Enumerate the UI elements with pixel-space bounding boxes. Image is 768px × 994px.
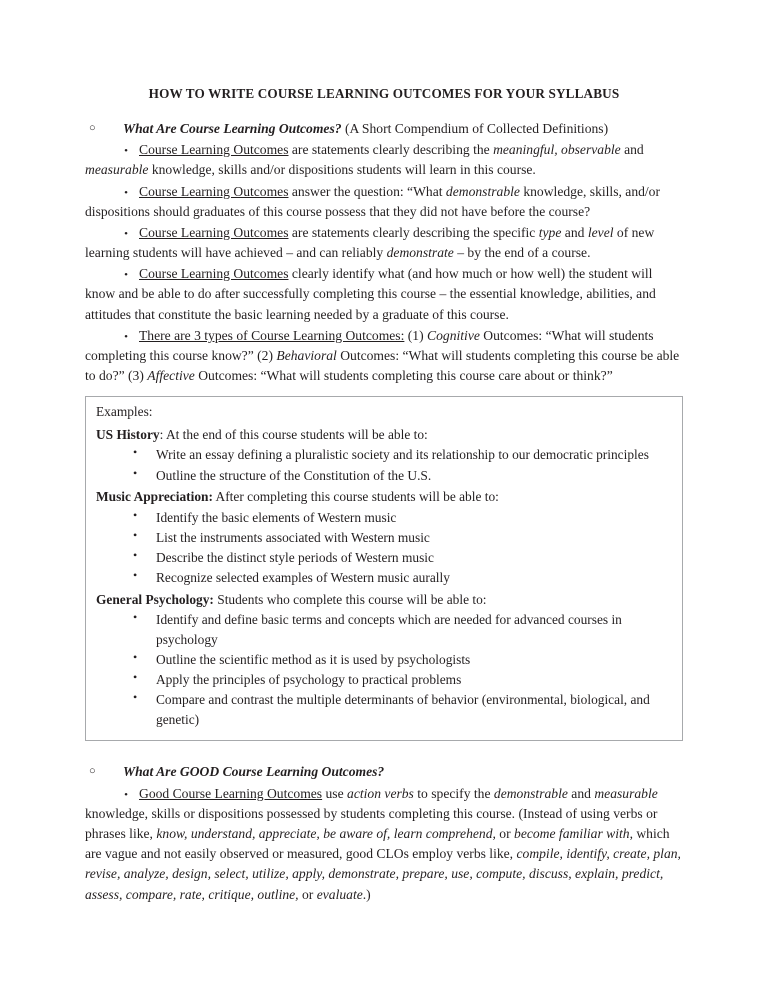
emphasis-text: know, understand, appreciate, be aware of, learn comprehend,	[156, 826, 496, 842]
emphasis-text: Cognitive	[427, 327, 480, 343]
emphasis-text: demonstrable	[445, 183, 520, 199]
list-item: • Write an essay defining a pluralistic society and its relationship to our democratic principles	[133, 445, 672, 464]
bullet-text: or	[495, 826, 515, 842]
example-outcome-list	[96, 508, 672, 588]
emphasis-text: evaluate	[316, 886, 363, 902]
bullet-text: and	[567, 785, 595, 801]
example-outcome-list	[96, 445, 672, 485]
bullet-paragraph	[85, 182, 683, 222]
bullet-text: or	[298, 886, 317, 902]
bullet-text: (1)	[404, 327, 428, 343]
section-bullet-list	[85, 784, 683, 905]
example-course-heading	[96, 590, 672, 610]
bullet-text: knowledge, skills, and/or dispositions should graduates of this course possess that they did not have before the course?	[85, 183, 661, 219]
section-what-are-good-clos	[85, 762, 683, 905]
section-bullet-list	[85, 140, 683, 386]
bullet-text: are statements clearly describing the specific	[288, 224, 539, 240]
emphasis-text: level	[587, 224, 614, 240]
bullet-text: answer the question: “What	[288, 183, 446, 199]
bullet-text: use	[322, 785, 348, 801]
page-title: HOW TO WRITE COURSE LEARNING OUTCOMES FOR YOUR SYLLABUS	[148, 86, 620, 101]
bullet-paragraph	[85, 326, 683, 387]
list-item: • Outline the structure of the Constitution of the U.S.	[133, 466, 672, 485]
bullet-text: Outcomes: “What will students completing this course be able to do?” (3)	[85, 347, 680, 384]
section-heading: What Are GOOD Course Learning Outcomes?	[123, 764, 385, 780]
emphasis-text: become familiar with	[514, 826, 630, 842]
bullet-paragraph	[85, 140, 683, 180]
examples-box	[85, 396, 683, 741]
disc-bullet-icon: •	[124, 145, 128, 158]
emphasis-text: action verbs	[347, 785, 414, 801]
emphasis-text: Affective	[147, 368, 195, 384]
disc-bullet-icon: •	[124, 788, 128, 801]
emphasis-text: demonstrate	[386, 245, 454, 261]
example-course-name: Music Appreciation:	[96, 488, 213, 504]
list-item: • Compare and contrast the multiple determinants of behavior (environmental, biological, and genetic)	[133, 690, 672, 729]
emphasis-text: Behavioral	[276, 347, 337, 363]
list-item: • Describe the distinct style periods of Western music	[133, 548, 672, 567]
bullet-text: – by the end of a course.	[453, 245, 591, 261]
list-item: • Identify the basic elements of Western music	[133, 508, 672, 527]
bullet-text: knowledge, skills or dispositions possessed by students completing this course. (Instead of using verbs or phrases like,	[85, 805, 658, 842]
example-course-heading	[96, 487, 672, 507]
bullet-text: are statements clearly describing the	[288, 142, 494, 158]
emphasis-text: type	[538, 224, 562, 240]
bullet-text: to specify the	[413, 785, 494, 801]
emphasis-text: measurable	[594, 785, 658, 801]
list-item: • List the instruments associated with Western music	[133, 528, 672, 547]
examples-course-list	[96, 425, 672, 729]
bullet-text: knowledge, skills and/or dispositions students will learn in this course.	[148, 162, 536, 178]
emphasis-text: demonstrable	[493, 785, 568, 801]
bullet-lead-phrase: There are 3 types of Course Learning Outcomes:	[139, 327, 405, 343]
disc-bullet-icon: •	[124, 269, 128, 282]
example-course-name: General Psychology:	[96, 591, 214, 607]
disc-bullet-icon: •	[124, 186, 128, 199]
bullet-lead-phrase: Course Learning Outcomes	[139, 224, 289, 240]
bullet-text: Outcomes: “What will students completing this course care about or think?”	[194, 368, 613, 384]
bullet-text: and	[561, 224, 588, 240]
example-course-heading	[96, 425, 672, 445]
section-heading-tail: (A Short Compendium of Collected Definitions)	[341, 120, 609, 136]
emphasis-text: measurable	[85, 162, 149, 178]
example-course-intro: After completing this course students will be able to:	[212, 488, 499, 504]
list-item: • Identify and define basic terms and concepts which are needed for advanced courses in psychology	[133, 610, 672, 649]
disc-bullet-icon: •	[124, 227, 128, 240]
bullet-text: .)	[362, 886, 371, 902]
section-heading: What Are Course Learning Outcomes?	[123, 120, 342, 136]
bullet-paragraph	[85, 784, 683, 905]
examples-caption: Examples:	[96, 404, 153, 420]
example-course-name: US History	[96, 426, 160, 442]
hollow-circle-bullet-icon: ○	[89, 121, 96, 134]
section-heading-row	[85, 762, 683, 782]
example-course-intro: Students who complete this course will be able to:	[213, 591, 487, 607]
bullet-paragraph	[85, 264, 683, 325]
bullet-paragraph	[85, 223, 683, 263]
bullet-lead-phrase: Course Learning Outcomes	[139, 266, 289, 282]
bullet-text: clearly identify what (and how much or how well) the student will know and be able to do after successfully completing this course – the essential knowledge, abilities, and attitudes that constitute the basic learning needed by a graduate of this course.	[85, 266, 656, 322]
bullet-text: , which are vague and not easily observed or measured, good CLOs employ verbs like,	[85, 826, 670, 862]
bullet-text: Outcomes: “What will students completing this course know?” (2)	[85, 327, 654, 363]
example-outcome-list	[96, 610, 672, 729]
disc-bullet-icon: •	[124, 330, 128, 343]
emphasis-text: meaningful, observable	[493, 142, 621, 158]
bullet-lead-phrase: Good Course Learning Outcomes	[139, 785, 323, 801]
section-heading-row	[85, 119, 683, 139]
list-item: • Recognize selected examples of Western music aurally	[133, 568, 672, 587]
bullet-lead-phrase: Course Learning Outcomes	[139, 142, 289, 158]
list-item: • Outline the scientific method as it is used by psychologists	[133, 650, 672, 669]
bullet-lead-phrase: Course Learning Outcomes	[139, 183, 289, 199]
bullet-text: of new learning students will have achieved – and can reliably	[85, 224, 655, 261]
list-item: • Apply the principles of psychology to practical problems	[133, 670, 672, 689]
section-what-are-clos	[85, 119, 683, 387]
emphasis-text: compile, identify, create, plan, revise, analyze, design, select, utilize, apply, demonstrate, prepare, use, compute, discuss, explain, predict, assess, compare, rate, critique, outline,	[85, 846, 681, 902]
hollow-circle-bullet-icon: ○	[89, 765, 96, 778]
example-course-intro: : At the end of this course students will be able to:	[159, 426, 428, 442]
bullet-text: and	[620, 142, 644, 158]
